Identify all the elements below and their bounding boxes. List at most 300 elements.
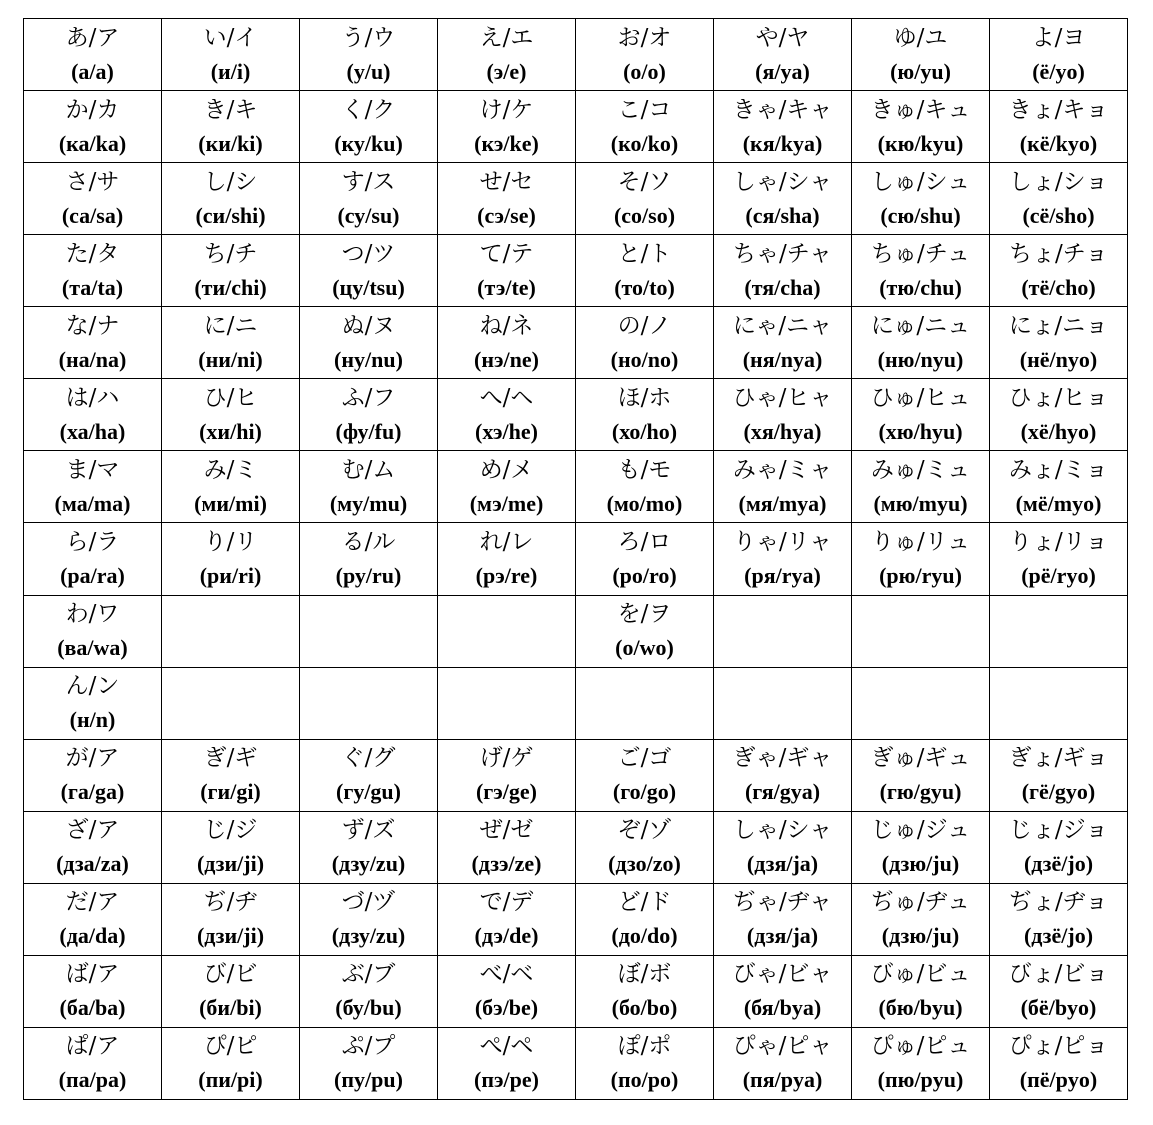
table-cell xyxy=(162,667,300,739)
kana-glyph: きょ/キョ xyxy=(1008,96,1109,123)
kana-glyph: ひゅ/ヒュ xyxy=(870,384,971,411)
table-cell xyxy=(438,811,576,883)
table-cell xyxy=(24,811,162,883)
kana-glyph: わ/ワ xyxy=(65,601,120,628)
table-cell xyxy=(852,883,990,955)
kana-glyph: が/ア xyxy=(65,745,120,772)
table-cell xyxy=(24,595,162,667)
kana-glyph: ば/ア xyxy=(65,961,120,988)
table-cell xyxy=(24,739,162,811)
transliteration: (э/e) xyxy=(486,58,527,84)
table-cell xyxy=(576,379,714,451)
table-cell xyxy=(438,19,576,91)
transliteration: (ня/nya) xyxy=(742,346,823,372)
transliteration: (кю/kyu) xyxy=(877,130,964,156)
kana-glyph: で/デ xyxy=(479,889,534,916)
kana-glyph: みゅ/ミュ xyxy=(870,456,971,483)
transliteration: (мо/mo) xyxy=(606,490,683,516)
table-cell xyxy=(576,451,714,523)
kana-glyph: し/シ xyxy=(203,168,258,195)
table-row xyxy=(24,451,1128,523)
transliteration: (ка/ka) xyxy=(58,130,127,156)
transliteration: (ба/ba) xyxy=(59,995,126,1021)
transliteration: (мэ/me) xyxy=(469,490,544,516)
table-cell xyxy=(714,307,852,379)
transliteration: (я/ya) xyxy=(755,58,810,84)
table-row xyxy=(24,955,1128,1027)
transliteration: (тё/cho) xyxy=(1021,274,1096,300)
table-cell xyxy=(300,307,438,379)
transliteration: (хё/hyo) xyxy=(1020,418,1097,444)
table-cell xyxy=(300,883,438,955)
transliteration: (кя/kya) xyxy=(742,130,823,156)
table-cell xyxy=(24,307,162,379)
table-cell xyxy=(300,523,438,595)
transliteration: (до/do) xyxy=(611,923,678,949)
kana-glyph: よ/ヨ xyxy=(1031,24,1086,51)
transliteration: (тэ/te) xyxy=(477,274,536,300)
table-cell xyxy=(714,523,852,595)
table-cell xyxy=(990,307,1128,379)
kana-glyph: げ/ゲ xyxy=(479,745,534,772)
table-cell xyxy=(576,523,714,595)
table-cell xyxy=(990,1027,1128,1099)
kana-glyph: ぐ/グ xyxy=(341,745,396,772)
kana-glyph: の/ノ xyxy=(617,312,672,339)
kana-glyph: ひょ/ヒョ xyxy=(1008,384,1109,411)
transliteration: (сэ/se) xyxy=(477,202,536,228)
transliteration: (му/mu) xyxy=(329,490,408,516)
table-cell xyxy=(300,451,438,523)
table-cell xyxy=(852,379,990,451)
kana-glyph: にゃ/ニャ xyxy=(732,312,833,339)
table-cell xyxy=(576,1027,714,1099)
kana-glyph: ら/ラ xyxy=(65,528,120,555)
kana-glyph: ひゃ/ヒャ xyxy=(732,384,833,411)
table-cell xyxy=(852,451,990,523)
kana-glyph: と/ト xyxy=(617,240,672,267)
table-cell xyxy=(576,667,714,739)
transliteration: (кэ/ke) xyxy=(474,130,539,156)
table-cell xyxy=(852,739,990,811)
table-cell xyxy=(990,883,1128,955)
kana-glyph: び/ビ xyxy=(203,961,258,988)
table-cell xyxy=(990,91,1128,163)
kana-glyph: る/ル xyxy=(341,528,396,555)
kana-glyph: りょ/リョ xyxy=(1008,528,1109,555)
transliteration: (тя/cha) xyxy=(744,274,821,300)
transliteration: (ри/ri) xyxy=(199,562,262,588)
table-cell xyxy=(714,955,852,1027)
kana-glyph: びょ/ビョ xyxy=(1008,961,1109,988)
kana-glyph: ん/ン xyxy=(65,673,120,700)
kana-glyph: を/ヲ xyxy=(617,601,672,628)
transliteration: (дзя/ja) xyxy=(746,923,819,949)
transliteration: (дзи/ji) xyxy=(196,851,265,877)
transliteration: (фу/fu) xyxy=(335,418,402,444)
table-row xyxy=(24,91,1128,163)
table-row xyxy=(24,379,1128,451)
kana-glyph: ぴょ/ピョ xyxy=(1008,1033,1109,1060)
transliteration: (си/shi) xyxy=(195,202,266,228)
kana-glyph: しゃ/シャ xyxy=(732,168,833,195)
kana-glyph: ぢゅ/ヂュ xyxy=(870,889,971,916)
transliteration: (су/su) xyxy=(337,202,400,228)
transliteration: (о/o) xyxy=(623,58,666,84)
kana-glyph: しゃ/シャ xyxy=(732,817,833,844)
table-cell xyxy=(714,1027,852,1099)
table-cell xyxy=(162,19,300,91)
kana-transliteration-table xyxy=(23,18,1128,1100)
kana-glyph: ぴゅ/ピュ xyxy=(870,1033,971,1060)
table-cell xyxy=(438,595,576,667)
transliteration: (ни/ni) xyxy=(198,346,263,372)
kana-glyph: ぱ/ア xyxy=(65,1033,120,1060)
table-cell xyxy=(576,91,714,163)
table-cell xyxy=(852,955,990,1027)
transliteration: (рё/ryo) xyxy=(1021,562,1096,588)
transliteration: (дза/za) xyxy=(56,851,129,877)
table-row xyxy=(24,307,1128,379)
table-cell xyxy=(438,235,576,307)
transliteration: (бу/bu) xyxy=(335,995,402,1021)
kana-glyph: ぎ/ギ xyxy=(203,745,258,772)
kana-glyph: りゅ/リュ xyxy=(870,528,971,555)
transliteration: (о/wo) xyxy=(615,635,674,661)
table-cell xyxy=(852,235,990,307)
kana-glyph: じょ/ジョ xyxy=(1008,817,1109,844)
table-cell xyxy=(990,523,1128,595)
kana-glyph: ち/チ xyxy=(203,240,258,267)
table-cell xyxy=(852,163,990,235)
kana-glyph: びゃ/ビャ xyxy=(732,961,833,988)
table-cell xyxy=(162,595,300,667)
kana-glyph: く/ク xyxy=(341,96,396,123)
table-cell xyxy=(714,667,852,739)
transliteration: (хи/hi) xyxy=(199,418,262,444)
transliteration: (дзё/jo) xyxy=(1023,851,1094,877)
kana-glyph: ぷ/プ xyxy=(341,1033,396,1060)
transliteration: (хю/hyu) xyxy=(878,418,963,444)
table-cell xyxy=(24,523,162,595)
table-cell xyxy=(24,91,162,163)
table-cell xyxy=(852,19,990,91)
transliteration: (ма/ma) xyxy=(54,490,131,516)
transliteration: (на/na) xyxy=(58,346,127,372)
kana-glyph: は/ハ xyxy=(65,384,120,411)
transliteration: (са/sa) xyxy=(61,202,124,228)
table-cell xyxy=(24,19,162,91)
transliteration: (рэ/re) xyxy=(475,562,538,588)
transliteration: (по/po) xyxy=(610,1067,679,1093)
kana-glyph: しょ/ショ xyxy=(1008,168,1109,195)
transliteration: (дзи/ji) xyxy=(196,923,265,949)
transliteration: (пи/pi) xyxy=(198,1067,263,1093)
transliteration: (да/da) xyxy=(59,923,126,949)
kana-glyph: ね/ネ xyxy=(479,312,534,339)
table-cell xyxy=(24,235,162,307)
table-cell xyxy=(714,91,852,163)
table-cell xyxy=(990,739,1128,811)
table-cell xyxy=(162,739,300,811)
kana-glyph: べ/ベ xyxy=(479,961,534,988)
transliteration: (пу/pu) xyxy=(334,1067,403,1093)
transliteration: (цу/tsu) xyxy=(332,274,405,300)
table-cell xyxy=(576,883,714,955)
kana-glyph: ぢょ/ヂョ xyxy=(1008,889,1109,916)
table-cell xyxy=(438,955,576,1027)
kana-glyph: きゃ/キャ xyxy=(732,96,833,123)
kana-glyph: ど/ド xyxy=(617,889,672,916)
table-cell xyxy=(576,595,714,667)
kana-glyph: にゅ/ニュ xyxy=(870,312,971,339)
transliteration: (ся/sha) xyxy=(745,202,820,228)
transliteration: (но/no) xyxy=(610,346,679,372)
kana-glyph: い/イ xyxy=(203,24,258,51)
kana-glyph: や/ヤ xyxy=(755,24,810,51)
table-cell xyxy=(300,811,438,883)
transliteration: (гу/gu) xyxy=(336,779,401,805)
table-cell xyxy=(162,307,300,379)
kana-glyph: へ/ヘ xyxy=(479,384,534,411)
transliteration: (а/a) xyxy=(71,58,114,84)
kana-glyph: ぴ/ピ xyxy=(203,1033,258,1060)
table-cell xyxy=(852,1027,990,1099)
transliteration: (бя/bya) xyxy=(743,995,822,1021)
kana-glyph: あ/ア xyxy=(65,24,120,51)
transliteration: (хо/ho) xyxy=(611,418,678,444)
kana-glyph: ぎゅ/ギュ xyxy=(870,745,971,772)
transliteration: (ку/ku) xyxy=(334,130,403,156)
table-cell xyxy=(300,1027,438,1099)
kana-glyph: き/キ xyxy=(203,96,258,123)
kana-glyph: み/ミ xyxy=(203,456,258,483)
transliteration: (кё/kyo) xyxy=(1019,130,1098,156)
transliteration: (бэ/be) xyxy=(474,995,539,1021)
kana-glyph: ひ/ヒ xyxy=(203,384,258,411)
transliteration: (мё/myo) xyxy=(1015,490,1102,516)
table-cell xyxy=(714,451,852,523)
transliteration: (ги/gi) xyxy=(200,779,261,805)
kana-glyph: ぜ/ゼ xyxy=(479,817,534,844)
table-row xyxy=(24,739,1128,811)
table-row xyxy=(24,19,1128,91)
table-cell xyxy=(714,883,852,955)
kana-glyph: せ/セ xyxy=(479,168,534,195)
kana-glyph: ぎょ/ギョ xyxy=(1008,745,1109,772)
table-cell xyxy=(714,595,852,667)
table-cell xyxy=(576,307,714,379)
table-cell xyxy=(162,91,300,163)
transliteration: (ми/mi) xyxy=(194,490,267,516)
transliteration: (ру/ru) xyxy=(335,562,402,588)
kana-glyph: ぶ/ブ xyxy=(341,961,396,988)
kana-glyph: ぺ/ペ xyxy=(479,1033,534,1060)
table-cell xyxy=(300,739,438,811)
kana-glyph: みょ/ミョ xyxy=(1008,456,1109,483)
kana-glyph: ま/マ xyxy=(65,456,120,483)
table-cell xyxy=(24,883,162,955)
table-cell xyxy=(990,379,1128,451)
kana-table-body xyxy=(24,19,1128,1100)
table-cell xyxy=(852,667,990,739)
transliteration: (то/to) xyxy=(614,274,675,300)
transliteration: (дзё/jo) xyxy=(1023,923,1094,949)
transliteration: (сё/sho) xyxy=(1022,202,1095,228)
transliteration: (тю/chu) xyxy=(879,274,962,300)
transliteration: (сю/shu) xyxy=(880,202,961,228)
table-cell xyxy=(990,955,1128,1027)
kana-glyph: りゃ/リャ xyxy=(732,528,833,555)
kana-glyph: れ/レ xyxy=(479,528,534,555)
table-cell xyxy=(438,523,576,595)
table-cell xyxy=(576,955,714,1027)
transliteration: (дэ/de) xyxy=(474,923,539,949)
kana-glyph: ぼ/ボ xyxy=(617,961,672,988)
table-cell xyxy=(438,379,576,451)
table-cell xyxy=(24,451,162,523)
transliteration: (со/so) xyxy=(613,202,676,228)
table-cell xyxy=(24,379,162,451)
table-cell xyxy=(714,19,852,91)
table-row xyxy=(24,163,1128,235)
table-cell xyxy=(162,883,300,955)
table-cell xyxy=(438,163,576,235)
table-cell xyxy=(438,91,576,163)
transliteration: (ро/ro) xyxy=(612,562,677,588)
table-cell xyxy=(300,19,438,91)
transliteration: (гя/gya) xyxy=(744,779,821,805)
table-row xyxy=(24,523,1128,595)
transliteration: (го/go) xyxy=(612,779,677,805)
kana-glyph: に/ニ xyxy=(203,312,258,339)
table-cell xyxy=(990,235,1128,307)
table-cell xyxy=(438,451,576,523)
transliteration: (н/n) xyxy=(69,707,116,733)
transliteration: (хэ/he) xyxy=(475,418,538,444)
transliteration: (мя/mya) xyxy=(738,490,827,516)
table-cell xyxy=(300,91,438,163)
transliteration: (ну/nu) xyxy=(334,346,403,372)
transliteration: (нэ/ne) xyxy=(474,346,539,372)
kana-glyph: ぴゃ/ピャ xyxy=(732,1033,833,1060)
kana-glyph: みゃ/ミャ xyxy=(732,456,833,483)
kana-glyph: た/タ xyxy=(65,240,120,267)
table-cell xyxy=(990,811,1128,883)
kana-glyph: な/ナ xyxy=(65,312,120,339)
table-cell xyxy=(162,379,300,451)
table-row xyxy=(24,883,1128,955)
kana-glyph: す/ス xyxy=(341,168,396,195)
table-row xyxy=(24,1027,1128,1099)
kana-glyph: お/オ xyxy=(617,24,672,51)
transliteration: (ра/ra) xyxy=(60,562,125,588)
kana-glyph: びゅ/ビュ xyxy=(870,961,971,988)
kana-glyph: さ/サ xyxy=(65,168,120,195)
transliteration: (дзо/zo) xyxy=(608,851,681,877)
table-cell xyxy=(24,1027,162,1099)
table-cell xyxy=(990,667,1128,739)
kana-glyph: づ/ヅ xyxy=(341,889,396,916)
transliteration: (дзу/zu) xyxy=(331,851,406,877)
kana-glyph: け/ケ xyxy=(479,96,534,123)
transliteration: (и/i) xyxy=(210,58,251,84)
transliteration: (ё/yo) xyxy=(1032,58,1085,84)
transliteration: (ню/nyu) xyxy=(877,346,964,372)
table-cell xyxy=(300,163,438,235)
transliteration: (ря/rya) xyxy=(744,562,821,588)
kana-glyph: ご/ゴ xyxy=(617,745,672,772)
transliteration: (ти/chi) xyxy=(194,274,267,300)
kana-glyph: ぽ/ポ xyxy=(617,1033,672,1060)
transliteration: (дзэ/ze) xyxy=(471,851,542,877)
kana-glyph: も/モ xyxy=(617,456,672,483)
table-cell xyxy=(852,595,990,667)
table-cell xyxy=(990,451,1128,523)
transliteration: (ва/wa) xyxy=(57,635,128,661)
kana-glyph: だ/ア xyxy=(65,889,120,916)
kana-glyph: う/ウ xyxy=(341,24,396,51)
table-cell xyxy=(438,739,576,811)
table-cell xyxy=(714,379,852,451)
transliteration: (пю/pyu) xyxy=(877,1067,964,1093)
table-cell xyxy=(852,307,990,379)
table-cell xyxy=(162,235,300,307)
table-cell xyxy=(576,163,714,235)
table-cell xyxy=(438,883,576,955)
kana-glyph: そ/ソ xyxy=(617,168,672,195)
transliteration: (пё/pyo) xyxy=(1019,1067,1098,1093)
table-cell xyxy=(24,163,162,235)
kana-glyph: ず/ズ xyxy=(341,817,396,844)
table-cell xyxy=(714,163,852,235)
kana-glyph: ちょ/チョ xyxy=(1008,240,1109,267)
kana-glyph: ぞ/ゾ xyxy=(617,817,672,844)
transliteration: (рю/ryu) xyxy=(879,562,962,588)
kana-glyph: て/テ xyxy=(479,240,534,267)
transliteration: (ко/ko) xyxy=(610,130,679,156)
table-row xyxy=(24,811,1128,883)
table-cell xyxy=(438,307,576,379)
transliteration: (дзю/ju) xyxy=(881,851,960,877)
table-cell xyxy=(852,811,990,883)
kana-glyph: きゅ/キュ xyxy=(870,96,971,123)
kana-glyph: め/メ xyxy=(479,456,534,483)
kana-glyph: ぢゃ/ヂャ xyxy=(732,889,833,916)
table-cell xyxy=(300,595,438,667)
kana-glyph: しゅ/シュ xyxy=(870,168,971,195)
kana-glyph: ぢ/ヂ xyxy=(203,889,258,916)
table-cell xyxy=(576,19,714,91)
table-cell xyxy=(576,235,714,307)
table-cell xyxy=(162,1027,300,1099)
kana-glyph: にょ/ニョ xyxy=(1008,312,1109,339)
transliteration: (та/ta) xyxy=(61,274,124,300)
table-cell xyxy=(300,379,438,451)
transliteration: (па/pa) xyxy=(58,1067,127,1093)
transliteration: (бё/byo) xyxy=(1020,995,1097,1021)
table-row xyxy=(24,595,1128,667)
table-cell xyxy=(162,523,300,595)
kana-glyph: ゆ/ユ xyxy=(893,24,948,51)
transliteration: (гэ/ge) xyxy=(475,779,538,805)
kana-glyph: ぬ/ヌ xyxy=(341,312,396,339)
table-cell xyxy=(714,811,852,883)
table-cell xyxy=(990,19,1128,91)
kana-glyph: こ/コ xyxy=(617,96,672,123)
transliteration: (бю/byu) xyxy=(878,995,963,1021)
table-cell xyxy=(990,595,1128,667)
